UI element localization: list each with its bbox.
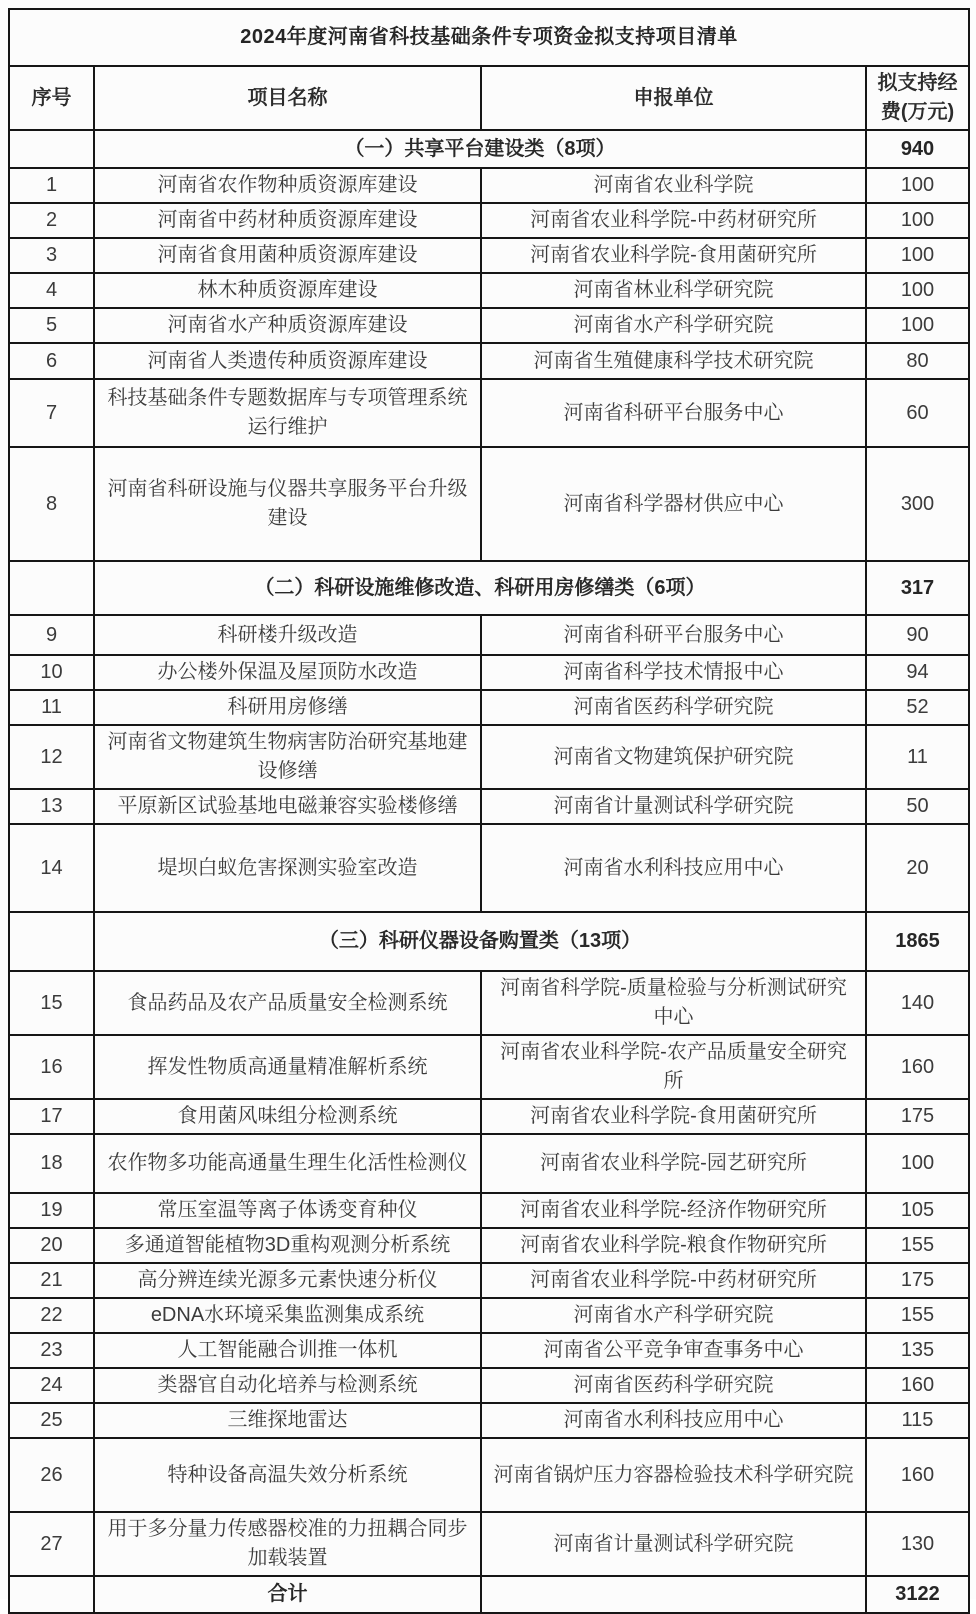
unit-cell: 河南省科学技术情报中心 — [481, 655, 866, 690]
project-name-cell: 河南省文物建筑生物病害防治研究基地建设修缮 — [94, 725, 481, 789]
project-name-cell: 三维探地雷达 — [94, 1403, 481, 1438]
project-row — [9, 655, 969, 690]
unit-cell: 河南省水利科技应用中心 — [481, 1403, 866, 1438]
project-name-cell: 特种设备高温失效分析系统 — [94, 1438, 481, 1512]
amount-cell: 11 — [866, 725, 969, 789]
total-amount-cell: 3122 — [866, 1576, 969, 1613]
serial-cell: 25 — [9, 1403, 94, 1438]
unit-cell: 河南省水利科技应用中心 — [481, 824, 866, 912]
total-label-cell: 合计 — [94, 1576, 481, 1613]
project-name-cell: 食品药品及农产品质量安全检测系统 — [94, 971, 481, 1035]
amount-cell: 135 — [866, 1333, 969, 1368]
project-row — [9, 308, 969, 343]
section-header-row — [9, 561, 969, 615]
serial-cell: 20 — [9, 1228, 94, 1263]
unit-cell: 河南省农业科学院-中药材研究所 — [481, 1263, 866, 1298]
serial-cell: 16 — [9, 1035, 94, 1099]
project-name-cell: 河南省科研设施与仪器共享服务平台升级建设 — [94, 447, 481, 561]
project-row — [9, 690, 969, 725]
serial-cell: 9 — [9, 615, 94, 655]
project-name-cell: 河南省水产种质资源库建设 — [94, 308, 481, 343]
unit-cell: 河南省文物建筑保护研究院 — [481, 725, 866, 789]
serial-cell: 24 — [9, 1368, 94, 1403]
serial-cell: 4 — [9, 273, 94, 308]
amount-cell: 80 — [866, 343, 969, 379]
unit-cell: 河南省科学器材供应中心 — [481, 447, 866, 561]
amount-cell: 52 — [866, 690, 969, 725]
project-row — [9, 789, 969, 824]
section-header-row — [9, 130, 969, 168]
project-name-cell: 办公楼外保温及屋顶防水改造 — [94, 655, 481, 690]
project-name-cell: 类器官自动化培养与检测系统 — [94, 1368, 481, 1403]
serial-cell: 18 — [9, 1134, 94, 1193]
column-header-amount: 拟支持经费(万元) — [866, 66, 969, 130]
unit-cell: 河南省医药科学研究院 — [481, 1368, 866, 1403]
amount-cell: 175 — [866, 1263, 969, 1298]
column-header-row — [9, 66, 969, 130]
project-row — [9, 1403, 969, 1438]
unit-cell: 河南省农业科学院 — [481, 168, 866, 203]
project-name-cell: 科技基础条件专题数据库与专项管理系统运行维护 — [94, 379, 481, 447]
amount-cell: 100 — [866, 273, 969, 308]
project-row — [9, 273, 969, 308]
project-name-cell: 河南省农作物种质资源库建设 — [94, 168, 481, 203]
unit-cell: 河南省科学院-质量检验与分析测试研究中心 — [481, 971, 866, 1035]
amount-cell: 50 — [866, 789, 969, 824]
projects-table — [8, 8, 970, 1614]
serial-cell: 3 — [9, 238, 94, 273]
serial-cell: 26 — [9, 1438, 94, 1512]
unit-cell: 河南省计量测试科学研究院 — [481, 1512, 866, 1576]
project-name-cell: 多通道智能植物3D重构观测分析系统 — [94, 1228, 481, 1263]
unit-cell: 河南省科研平台服务中心 — [481, 379, 866, 447]
amount-cell: 20 — [866, 824, 969, 912]
project-name-cell: 科研楼升级改造 — [94, 615, 481, 655]
column-header-project-name: 项目名称 — [94, 66, 481, 130]
section-amount-cell: 317 — [866, 561, 969, 615]
serial-cell: 7 — [9, 379, 94, 447]
serial-cell: 15 — [9, 971, 94, 1035]
serial-cell: 11 — [9, 690, 94, 725]
serial-cell: 10 — [9, 655, 94, 690]
unit-cell: 河南省公平竞争审查事务中心 — [481, 1333, 866, 1368]
amount-cell: 160 — [866, 1438, 969, 1512]
serial-cell: 6 — [9, 343, 94, 379]
project-name-cell: 食用菌风味组分检测系统 — [94, 1099, 481, 1134]
column-header-serial: 序号 — [9, 66, 94, 130]
title-row — [9, 9, 969, 66]
serial-cell: 8 — [9, 447, 94, 561]
unit-cell — [481, 1576, 866, 1613]
serial-cell: 19 — [9, 1193, 94, 1228]
project-row — [9, 1512, 969, 1576]
serial-cell: 1 — [9, 168, 94, 203]
unit-cell: 河南省农业科学院-粮食作物研究所 — [481, 1228, 866, 1263]
amount-cell: 94 — [866, 655, 969, 690]
amount-cell: 100 — [866, 203, 969, 238]
project-name-cell: 林木种质资源库建设 — [94, 273, 481, 308]
project-row — [9, 1035, 969, 1099]
project-name-cell: 常压室温等离子体诱变育种仪 — [94, 1193, 481, 1228]
serial-cell: 5 — [9, 308, 94, 343]
project-name-cell: 农作物多功能高通量生理生化活性检测仪 — [94, 1134, 481, 1193]
project-row — [9, 824, 969, 912]
amount-cell: 100 — [866, 238, 969, 273]
unit-cell: 河南省生殖健康科学技术研究院 — [481, 343, 866, 379]
unit-cell: 河南省农业科学院-食用菌研究所 — [481, 1099, 866, 1134]
unit-cell: 河南省计量测试科学研究院 — [481, 789, 866, 824]
serial-cell — [9, 1576, 94, 1613]
amount-cell: 160 — [866, 1368, 969, 1403]
section-amount-cell: 1865 — [866, 912, 969, 971]
unit-cell: 河南省林业科学研究院 — [481, 273, 866, 308]
project-row — [9, 1193, 969, 1228]
serial-cell — [9, 130, 94, 168]
unit-cell: 河南省农业科学院-园艺研究所 — [481, 1134, 866, 1193]
serial-cell — [9, 912, 94, 971]
project-name-cell: 河南省中药材种质资源库建设 — [94, 203, 481, 238]
project-name-cell: 高分辨连续光源多元素快速分析仪 — [94, 1263, 481, 1298]
amount-cell: 300 — [866, 447, 969, 561]
unit-cell: 河南省科研平台服务中心 — [481, 615, 866, 655]
section-header-row — [9, 912, 969, 971]
project-row — [9, 1099, 969, 1134]
project-name-cell: 河南省食用菌种质资源库建设 — [94, 238, 481, 273]
section-title-cell: （三）科研仪器设备购置类（13项） — [94, 912, 866, 971]
unit-cell: 河南省水产科学研究院 — [481, 308, 866, 343]
project-name-cell: 科研用房修缮 — [94, 690, 481, 725]
project-name-cell: 堤坝白蚁危害探测实验室改造 — [94, 824, 481, 912]
project-row — [9, 447, 969, 561]
project-row — [9, 203, 969, 238]
project-row — [9, 238, 969, 273]
amount-cell: 60 — [866, 379, 969, 447]
project-row — [9, 343, 969, 379]
amount-cell: 100 — [866, 308, 969, 343]
project-row — [9, 379, 969, 447]
unit-cell: 河南省医药科学研究院 — [481, 690, 866, 725]
serial-cell: 17 — [9, 1099, 94, 1134]
serial-cell: 21 — [9, 1263, 94, 1298]
serial-cell: 13 — [9, 789, 94, 824]
project-row — [9, 615, 969, 655]
serial-cell: 23 — [9, 1333, 94, 1368]
serial-cell: 14 — [9, 824, 94, 912]
total-row — [9, 1576, 969, 1613]
amount-cell: 100 — [866, 1134, 969, 1193]
section-title-cell: （二）科研设施维修改造、科研用房修缮类（6项） — [94, 561, 866, 615]
unit-cell: 河南省锅炉压力容器检验技术科学研究院 — [481, 1438, 866, 1512]
project-row — [9, 1298, 969, 1333]
project-row — [9, 971, 969, 1035]
unit-cell: 河南省农业科学院-农产品质量安全研究所 — [481, 1035, 866, 1099]
project-row — [9, 725, 969, 789]
project-row — [9, 1134, 969, 1193]
project-row — [9, 1333, 969, 1368]
amount-cell: 155 — [866, 1298, 969, 1333]
amount-cell: 155 — [866, 1228, 969, 1263]
amount-cell: 160 — [866, 1035, 969, 1099]
project-name-cell: 人工智能融合训推一体机 — [94, 1333, 481, 1368]
serial-cell: 12 — [9, 725, 94, 789]
unit-cell: 河南省农业科学院-经济作物研究所 — [481, 1193, 866, 1228]
project-name-cell: 河南省人类遗传种质资源库建设 — [94, 343, 481, 379]
project-row — [9, 1228, 969, 1263]
project-row — [9, 1263, 969, 1298]
project-row — [9, 1438, 969, 1512]
page-title: 2024年度河南省科技基础条件专项资金拟支持项目清单 — [9, 9, 969, 66]
project-name-cell: 用于多分量力传感器校准的力扭耦合同步加载装置 — [94, 1512, 481, 1576]
amount-cell: 175 — [866, 1099, 969, 1134]
amount-cell: 130 — [866, 1512, 969, 1576]
section-title-cell: （一）共享平台建设类（8项） — [94, 130, 866, 168]
amount-cell: 105 — [866, 1193, 969, 1228]
project-name-cell: eDNA水环境采集监测集成系统 — [94, 1298, 481, 1333]
serial-cell: 27 — [9, 1512, 94, 1576]
serial-cell: 22 — [9, 1298, 94, 1333]
unit-cell: 河南省水产科学研究院 — [481, 1298, 866, 1333]
amount-cell: 115 — [866, 1403, 969, 1438]
project-name-cell: 挥发性物质高通量精准解析系统 — [94, 1035, 481, 1099]
serial-cell: 2 — [9, 203, 94, 238]
project-name-cell: 平原新区试验基地电磁兼容实验楼修缮 — [94, 789, 481, 824]
section-amount-cell: 940 — [866, 130, 969, 168]
amount-cell: 90 — [866, 615, 969, 655]
column-header-applicant-unit: 申报单位 — [481, 66, 866, 130]
serial-cell — [9, 561, 94, 615]
unit-cell: 河南省农业科学院-食用菌研究所 — [481, 238, 866, 273]
project-row — [9, 1368, 969, 1403]
amount-cell: 100 — [866, 168, 969, 203]
unit-cell: 河南省农业科学院-中药材研究所 — [481, 203, 866, 238]
amount-cell: 140 — [866, 971, 969, 1035]
project-row — [9, 168, 969, 203]
